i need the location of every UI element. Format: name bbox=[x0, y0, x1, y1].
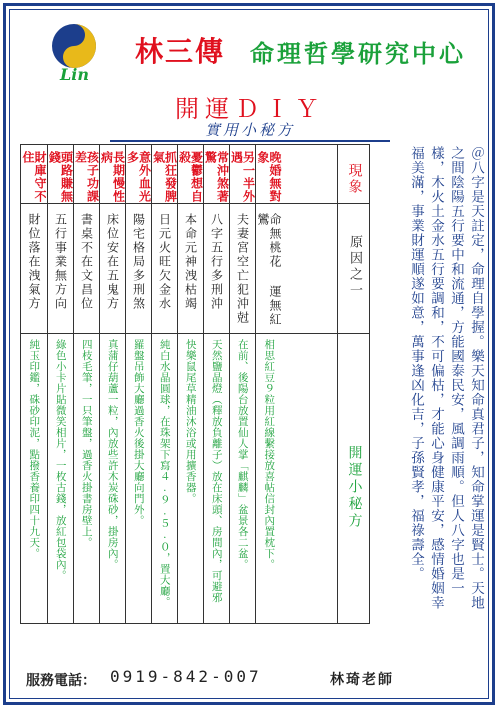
remedy-cell: 綠色小卡片貼微笑相片，一枚古錢，放紅包袋內。 bbox=[54, 339, 67, 581]
table-column bbox=[255, 145, 337, 623]
page-subtitle: 實用小秘方 bbox=[204, 121, 295, 139]
remedy-table bbox=[20, 144, 370, 624]
cause-cell: 命無桃花 運無紅鸞 bbox=[256, 213, 282, 327]
phenomenon-cell: 財庫守不住 bbox=[21, 151, 47, 203]
phone-number: 0919-842-007 bbox=[110, 667, 262, 686]
cause-cell: 床位安在五鬼方 bbox=[105, 213, 120, 311]
table-column bbox=[99, 145, 125, 623]
label-column bbox=[337, 145, 371, 623]
phenomenon-cell: 孩子功課差 bbox=[73, 151, 100, 203]
table-column bbox=[151, 145, 177, 623]
phenomenon-cell: 常沖煞著驚 bbox=[203, 151, 230, 203]
teacher-name: 林琦老師 bbox=[330, 672, 394, 688]
intro-paragraph: ＠八字是天註定，命理自學握。樂天知命真君子，知命掌運是賢士。天地之間陰陽五行要中和流通，方能國泰民安，風調雨順。但人八字也是一樣，木火土金水五行要調和，不可偏枯，才能心身健康平安，感情婚姻幸福美滿，事業財運順遂如意，萬事逢凶化吉，子孫賢孝，福祿壽全。 bbox=[408, 146, 484, 610]
brand-name: 林三傳 bbox=[135, 35, 226, 68]
phenomenon-cell: 頭路賺無錢 bbox=[47, 151, 74, 203]
phenomenon-cell: 抓狂發脾氣 bbox=[151, 151, 178, 203]
table-column bbox=[73, 145, 99, 623]
cause-cell: 書桌不在文昌位 bbox=[79, 213, 94, 311]
cause-cell: 八字五行多刑沖 bbox=[209, 213, 224, 311]
remedy-cell: 相思紅豆９粒用紅線繫接放喜帖信封內置枕下。 bbox=[263, 339, 276, 570]
table-column bbox=[21, 145, 47, 623]
label-cause: 原因之一 bbox=[347, 235, 362, 299]
phenomenon-cell: 憂鬱想自殺 bbox=[177, 151, 204, 203]
logo-text: Lin bbox=[60, 65, 89, 82]
phenomenon-cell: 長期慢性病 bbox=[99, 151, 126, 203]
phenomenon-cell: 晚婚無對象 bbox=[256, 151, 282, 203]
title-divider bbox=[110, 140, 390, 142]
table-column bbox=[203, 145, 229, 623]
table-column bbox=[229, 145, 255, 623]
cause-cell: 五行事業無方向 bbox=[53, 213, 68, 311]
remedy-cell: 快樂鼠尾草精油沐浴或用擴香器。 bbox=[184, 339, 197, 504]
label-remedy: 開運小秘方 bbox=[346, 445, 363, 530]
phenomenon-cell: 意外血光多 bbox=[125, 151, 152, 203]
table-column bbox=[47, 145, 73, 623]
cause-cell: 陽宅格局多刑煞 bbox=[131, 213, 146, 311]
taiji-logo-icon bbox=[40, 20, 130, 82]
table-column bbox=[177, 145, 203, 623]
remedy-cell: 四枝毛筆，一只筆盤，過香火掛書房壁上。 bbox=[80, 339, 93, 548]
cause-cell: 本命元神洩枯竭 bbox=[183, 213, 198, 311]
remedy-cell: 純玉印鑑，硃砂印泥，點撥香養印四十九天。 bbox=[28, 339, 41, 559]
cause-cell: 財位落在洩氣方 bbox=[27, 213, 41, 311]
cause-cell: 夫妻宮空亡犯沖尅 bbox=[235, 213, 250, 325]
cause-cell: 日元火旺欠金水 bbox=[157, 213, 172, 311]
page-title: 開運ＤＩＹ bbox=[175, 95, 325, 123]
table-column bbox=[125, 145, 151, 623]
remedy-cell: 天然鹽晶燈（釋放負離子）放在床頭、房間內，可避邪 bbox=[210, 339, 223, 603]
remedy-cell: 真蒲仔葫蘆一粒，內放些許木炭硃砂，掛房內。 bbox=[106, 339, 119, 570]
center-name: 命理哲學研究中心 bbox=[250, 39, 466, 68]
label-phenomenon: 現象 bbox=[346, 163, 363, 195]
remedy-cell: 在前、後陽台放置仙人掌「麒麟」盆景各二盆。 bbox=[236, 339, 249, 570]
remedy-cell: 羅盤吊飾大廳過香火後掛大廳向門外。 bbox=[132, 339, 145, 526]
remedy-cell: 純白水晶圓球，在珠架下寫４.９.５.０，置大廳。 bbox=[158, 339, 171, 608]
phone-label: 服務電話： bbox=[26, 673, 96, 689]
phenomenon-cell: 另一半外遇 bbox=[229, 151, 256, 203]
